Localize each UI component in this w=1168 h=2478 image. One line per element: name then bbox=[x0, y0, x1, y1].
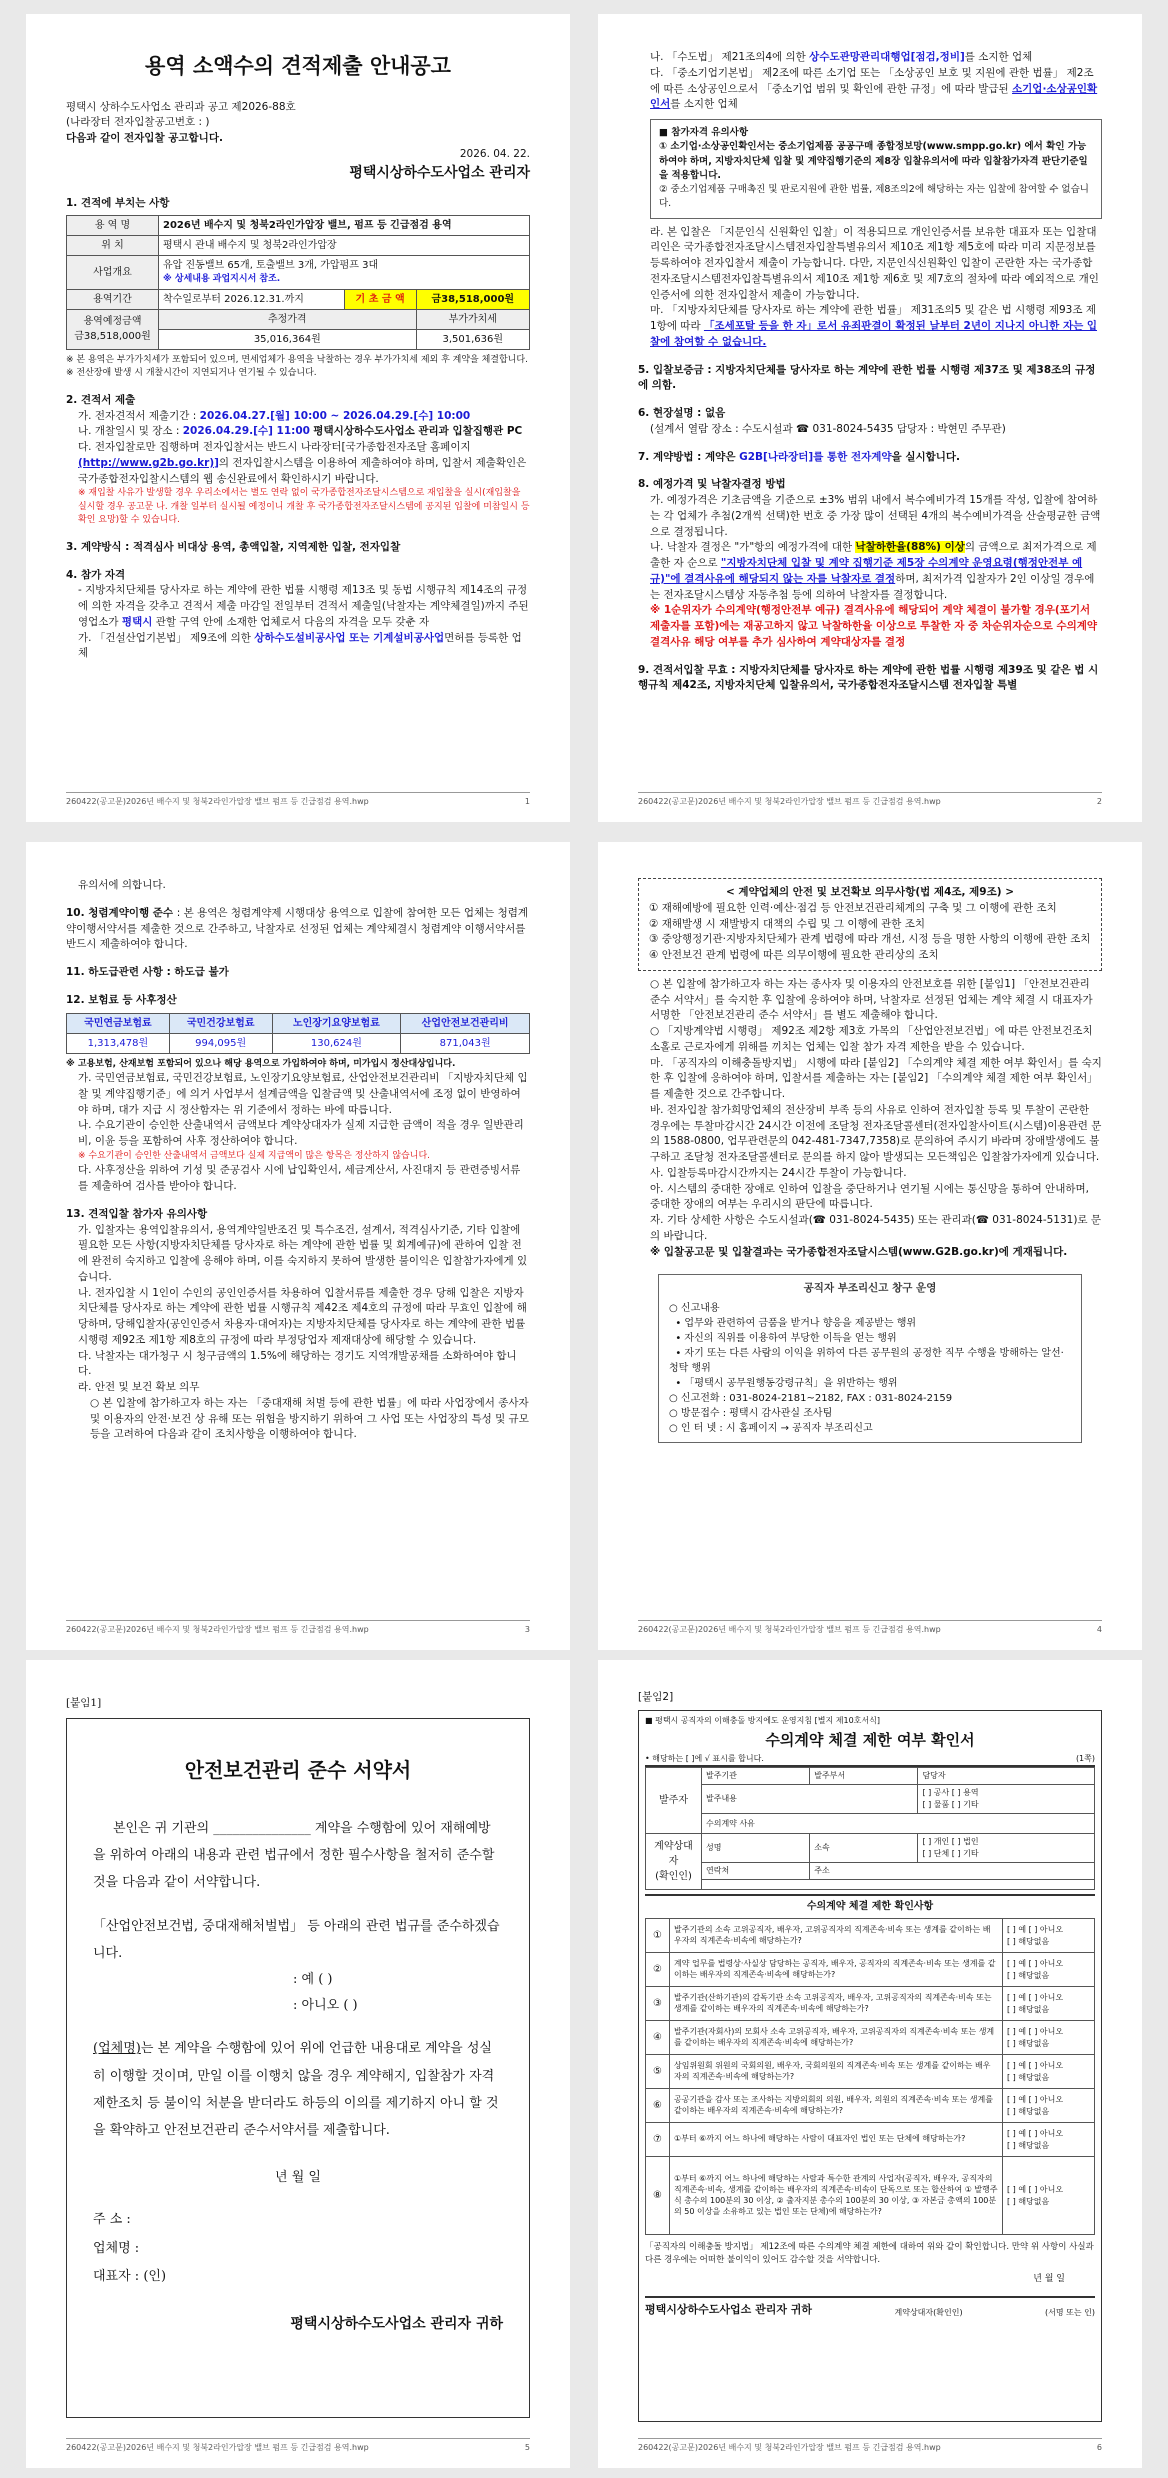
cell-value: 착수일로부터 2026.12.31.까지 bbox=[159, 289, 345, 309]
attachment-tag: [붙임2] bbox=[638, 1691, 674, 1703]
license: 상하수도설비공사업 또는 기계설비공사업 bbox=[254, 631, 445, 644]
label: 나. 개찰일시 및 장소 : bbox=[78, 425, 183, 438]
section-1-heading: 1. 견적에 부치는 사항 bbox=[66, 196, 170, 209]
check-row bbox=[646, 1919, 1095, 1953]
safety-restriction-clause: ○ 「지방계약법 시행령」 제92조 제2항 제3호 가목의 「산업안전보건법」에 따른 안전보건조치 소홀로 근로자에게 위해를 끼치는 업체는 입찰 참가 자격 제한을 받을 수 있습니다. bbox=[650, 1025, 1093, 1053]
e-bid-number: (나라장터 전자입찰공고번호 : ) bbox=[66, 116, 210, 129]
attachment-tag: [붙임1] bbox=[66, 1697, 102, 1709]
note-delay: ※ 전산장애 발생 시 개찰시간이 지연되거나 연기될 수 있습니다. bbox=[66, 368, 317, 379]
contact-info: 자. 기타 상세한 사항은 수도시설과(☎ 031-8024-5435) 또는 관리과(☎ 031-8024-5131)로 문의 바랍니다. bbox=[650, 1214, 1102, 1242]
cell-label: 계약상대자 (확인인) bbox=[646, 1834, 702, 1890]
duty-item: ① 재해예방에 필요한 인력·예산·점검 등 안전보건관리체계의 구축 및 그 이행에 관한 조치 bbox=[649, 901, 1057, 914]
check-question: 공공기관을 감사 또는 조사하는 지방의회의 의원, 배우자, 의원의 직계존속·비속 또는 생계를 같이하는 배우자의 직계존속·비속에 해당하는가? bbox=[670, 2089, 1003, 2123]
note-vat: ※ 본 용역은 부가가치세가 포함되어 있으며, 면세업체가 용역을 낙찰하는 경우 부가가치세 제외 후 계약을 체결합니다. bbox=[66, 354, 528, 365]
qualification-b bbox=[638, 50, 1102, 66]
check-row bbox=[646, 2157, 1095, 2235]
cell-label: 사업개요 bbox=[67, 256, 159, 290]
section-12-heading: 12. 보험료 등 사후정산 bbox=[66, 993, 177, 1006]
pledge-paragraph: 는 본 계약을 수행함에 있어 위에 언급한 내용대로 계약을 성실히 이행할 것이며, 만일 이를 이행치 않을 경우 계약해지, 입찰참가 자격제한조치 등 불이익 처분을 받더라도 하등의 이의를 제기하지 아니 할 것을 확약하고 안전보건관리 준수서약서를 제출합니다. bbox=[93, 2041, 499, 2139]
text: 의 금액으로 최저가격으로 제출한 자 순으로 bbox=[650, 541, 1097, 569]
check-question: 계약 업무를 법령상·사실상 담당하는 공직자, 배우자, 공직자의 직계존속·비속 또는 생계를 같이하는 배우자의 직계존속·비속에 해당하는가? bbox=[670, 1953, 1003, 1987]
pledge-paragraph: 본인은 귀 기관의 _______________ 계약을 수행함에 있어 재해예방을 위하여 아래의 내용과 관련 법규에서 정한 필수사항을 철저히 준수할 것을 다음과 같이 서약합니다. bbox=[93, 1820, 495, 1891]
date-line: 년 월 일 bbox=[1033, 2273, 1065, 2284]
section-2-heading: 2. 견적서 제출 bbox=[66, 393, 136, 406]
qualification-text bbox=[66, 583, 530, 630]
footer-file: 260422(공고문)2026년 배수지 및 청북2라인가압장 밸브 펌프 등 긴급점검 용역.hwp bbox=[66, 1625, 369, 1634]
footer bbox=[638, 1620, 1102, 1636]
section-13-heading: 13. 견적입찰 참가자 유의사항 bbox=[66, 1207, 208, 1220]
form-page: (1쪽) bbox=[1075, 1754, 1095, 1764]
insurance-note: ※ 고용보험, 산재보험 포함되어 있으나 해당 용역으로 가입하여야 하며, 미가입시 정산대상입니다. bbox=[66, 1058, 456, 1069]
report-line: • 자기 또는 다른 사람의 이익을 위하여 다른 공무원의 공정한 직무 수행을 방해하는 알선·청탁 행위 bbox=[669, 1348, 1064, 1374]
safety-duty-box bbox=[638, 878, 1102, 971]
settlement-a: 가. 국민연금보험료, 국민건강보험료, 노인장기요양보험료, 산업안전보건관리비 「지방자치단체 입찰 및 계약집행기준」에 의거 사업부서 설계금액을 입찰금액 및 산출내역서에 조정 없이 반영하여야 하며, 대가 지급 시 정산함자는 위 기준에서 정하는 바에 따릅니다. bbox=[78, 1072, 528, 1116]
section-4-heading: 4. 참가 자격 bbox=[66, 568, 126, 581]
report-line: ○ 신고전화 : 031-8024-2181~2182, FAX : 031-8024-2159 bbox=[669, 1393, 953, 1404]
notice-date: 2026. 04. 22. bbox=[459, 147, 530, 160]
text: : 본 용역은 청렴계약제 시행대상 용역으로 입찰에 참여한 모든 업체는 청렴계약이행서약서를 제출한 것으로 간주하고, 낙찰자로 선정된 업체는 계약체결시 청렴계약 이행서약서를 반드시 제출하여야 합니다. bbox=[66, 906, 529, 951]
text: 10. bbox=[66, 906, 89, 919]
insurance-header: 산업안전보건관리비 bbox=[401, 1013, 530, 1033]
cell-value: 유압 진동밸브 65개, 토출밸브 3개, 가압펌프 3대 bbox=[163, 260, 379, 272]
signature-field[interactable]: (서명 또는 인) bbox=[1045, 2307, 1095, 2317]
box-item: ① 소기업·소상공인확인서는 중소기업제품 공공구매 종합정보망(www.smpp.go.kr) 에서 확인 가능하여야 하며, 지방자치단체 입찰 및 계약집행기준의 제8장 입찰유의서에 따라 입찰참가자격 판단기준일을 적용합니다. bbox=[659, 141, 1088, 181]
checkbox-group[interactable]: [ ] 공사 [ ] 용역 bbox=[922, 1788, 979, 1798]
cell-value: 평택시 관내 배수지 및 청북2라인가압장 bbox=[159, 236, 530, 256]
footer bbox=[66, 2438, 530, 2454]
no-option[interactable]: : 아니오 ( ) bbox=[293, 1998, 358, 2014]
notice-title: 용역 소액수의 견적제출 안내공고 bbox=[145, 53, 451, 78]
insurance-value: 130,624원 bbox=[272, 1033, 401, 1053]
license: 상수도관망관리대행업[점검,정비] bbox=[809, 51, 965, 63]
caution-d: 라. 안전 및 보건 확보 의무 bbox=[78, 1381, 200, 1393]
check-row bbox=[646, 2089, 1095, 2123]
check-row bbox=[646, 2123, 1095, 2157]
page-number: 6 bbox=[1096, 2443, 1102, 2452]
check-question: 발주기관(자회사)의 모회사 소속 고위공직자, 배우자, 고위공직자의 직계존속·비속 또는 생계를 같이하는 배우자의 직계존속·비속에 해당하는가? bbox=[670, 2021, 1003, 2055]
intro-text: 다음과 같이 전자입찰 공고합니다. bbox=[66, 132, 223, 144]
text: 유의서에 의합니다. bbox=[78, 879, 166, 891]
check-row bbox=[646, 2055, 1095, 2089]
section-6: 6. 현장설명 : 없음 bbox=[638, 407, 726, 419]
cell-label: 수의계약 사유 bbox=[702, 1814, 1095, 1834]
form-note: • 해당하는 [ ]에 √ 표시를 합니다. bbox=[645, 1754, 764, 1764]
cell-label: 담당자 bbox=[918, 1768, 1095, 1785]
notice-number: 평택시 상하수도사업소 관리과 공고 제2026-88호 bbox=[66, 100, 296, 113]
certificate-link: 소기업·소상공인확인서 bbox=[650, 82, 1098, 111]
page-number: 2 bbox=[1096, 797, 1102, 806]
text: 를 소지한 업체 bbox=[670, 98, 738, 111]
caution-c: 다. 낙찰자는 대가청구 시 청구금액의 1.5%에 해당하는 경기도 지역개발공채를 소화하여야 합니다. bbox=[78, 1349, 517, 1378]
box-item: ② 중소기업제품 구매촉진 및 판로지원에 관한 법률, 제8조의2에 해당하는 자는 입찰에 참여할 수 없습니다. bbox=[659, 184, 1089, 210]
cell-value: 35,016,364원 bbox=[159, 329, 417, 349]
rate: 낙찰하한율(88%) 이상 bbox=[855, 541, 965, 554]
cell-label: 발주자 bbox=[646, 1768, 702, 1834]
conflict-clause: 마. 「공직자의 이해충돌방지법」 시행에 따라 [붙임2] 「수의계약 체결 제한 여부 확인서」를 숙지한 후 입찰에 응하여야 하며, 입찰서를 제출하는 자는 [붙임2] 「수의계약 체결 제한 여부 확인서」를 제출한 것으로 간주합니다. bbox=[650, 1056, 1102, 1100]
form-title: 안전보건관리 준수 서약서 bbox=[184, 1757, 412, 1782]
safety-pledge-clause: ○ 본 입찰에 참가하고자 하는 자는 종사자 및 이용자의 안전보호를 위한 [붙임1] 「안전보건관리 준수 서약서」를 숙지한 후 입찰에 응하여야 하며, 낙찰자로 선정된 업체는 계약 체결 시 대표자가 서명한 「안전보건관리 준수 서약서」를 별도 제출해야 합니다. bbox=[650, 977, 1093, 1022]
checkbox-group[interactable]: [ ] 개인 [ ] 법인 bbox=[922, 1837, 979, 1847]
check-question: 발주기관의 소속 고위공직자, 배우자, 고위공직자의 직계존속·비속 또는 생계를 같이하는 배우자의 직계존속·비속에 해당하는가? bbox=[670, 1919, 1003, 1953]
text: 하며, 최저가격 입찰자가 2인 이상일 경우에는 전자조달시스템상 자동추첨 등에 의하여 낙찰자를 결정합니다. bbox=[650, 572, 1095, 601]
addressee: 평택시상하수도사업소 관리자 귀하 bbox=[290, 2315, 503, 2332]
yes-no-checkbox[interactable]: [ ] 예 [ ] 아니오 [ ] 해당없음 bbox=[1003, 2157, 1095, 2235]
report-title: 공직자 부조리신고 창구 운영 bbox=[803, 1282, 937, 1295]
yes-no-checkbox[interactable]: [ ] 예 [ ] 아니오 [ ] 해당없음 bbox=[1003, 2123, 1095, 2157]
submission-period bbox=[66, 409, 530, 425]
text: 나. 「수도법」 제21조의4에 의한 bbox=[650, 51, 806, 63]
check-row bbox=[646, 1987, 1095, 2021]
insurance-table bbox=[66, 1013, 530, 1054]
addressee: 평택시상하수도사업소 관리자 귀하 bbox=[645, 2303, 813, 2317]
settlement-note: ※ 수요기관이 승인한 산출내역서 금액보다 실제 지급액이 많은 항목은 정산하지 않습니다. bbox=[78, 1150, 430, 1161]
report-line: ○ 신고내용 bbox=[669, 1303, 720, 1314]
text: 마. 「지방자치단체를 당사자로 하는 계약에 관한 법률」 제31조의5 및 같은 법 시행령 제93조 제1항에 따라 bbox=[650, 304, 1096, 332]
check-row bbox=[646, 2021, 1095, 2055]
section-3: 3. 계약방식 : 적격심사 비대상 용역, 총액입찰, 지역제한 입찰, 전자입찰 bbox=[66, 540, 401, 553]
page-number: 1 bbox=[524, 797, 530, 806]
party-table bbox=[645, 1767, 1095, 1890]
footer bbox=[638, 2438, 1102, 2454]
cell-header: 부가가치세 bbox=[416, 309, 529, 329]
check-table bbox=[645, 1918, 1095, 2235]
check-question: ①부터 ⑥까지 어느 하나에 해당하는 사람이 대표자인 법인 또는 단체에 해당하는가? bbox=[670, 2123, 1003, 2157]
row-number: ② bbox=[646, 1953, 670, 1987]
report-box bbox=[658, 1274, 1082, 1443]
insurance-header: 국민연금보험료 bbox=[67, 1013, 170, 1033]
page-5 bbox=[26, 1660, 570, 2468]
cell-value: 금38,518,000원 bbox=[74, 331, 151, 343]
page-number: 5 bbox=[524, 2443, 530, 2452]
text: 를 소지한 업체 bbox=[964, 51, 1033, 63]
row-number: ① bbox=[646, 1919, 670, 1953]
caution-b: 나. 전자입찰 시 1인이 수인의 공인인증서를 차용하여 입찰서류를 제출한 경우 당해 입찰은 지방자치단체를 당사자로 하는 계약에 관한 법률 시행규칙 제42조 제4호의 규정에 따라 무효인 입찰에 해당하며, 당해입찰자(공인인증서 차용자·대여자)는 지방자치단체를 당사자로 하는 계약에 관한 법률 시행령 제92조 제1항 제8호의 규정에 따라 부정당업자 제재대상에 해당할 수 있습니다. bbox=[78, 1286, 527, 1346]
qualification-c bbox=[638, 66, 1102, 113]
contract-method: G2B[나라장터]를 통한 전자계약 bbox=[739, 450, 892, 463]
yes-no-checkbox[interactable]: [ ] 예 [ ] 아니오 [ ] 해당없음 bbox=[1003, 1953, 1095, 1987]
page-6 bbox=[598, 1660, 1142, 2468]
winner-clause bbox=[638, 540, 1102, 603]
row-number: ⑥ bbox=[646, 2089, 670, 2123]
rebid-note: ※ 재입찰 사유가 발생할 경우 우리소에서는 별도 연락 없이 국가종합전자조달시스템으로 재입찰을 실시(재입찰을 실시할 경우 공고문 나. 개찰 일부터 실시될 예정이니 개찰 후 국가종합전자조달시스템에 공지된 입찰에 미참일시 등 확인 요망)할 수 있습니다. bbox=[78, 488, 530, 526]
cell-value: 금38,518,000원 bbox=[416, 289, 529, 309]
cell-label: 주소 bbox=[810, 1863, 1095, 1880]
report-line: ○ 방문접수 : 평택시 감사관실 조사팀 bbox=[669, 1408, 833, 1419]
section-8-heading: 8. 예정가격 및 낙찰자결정 방법 bbox=[638, 478, 786, 491]
insurance-header: 노인장기요양보험료 bbox=[272, 1013, 401, 1033]
form-header: ■ 평택시 공직자의 이해충돌 방지에도 운영지침 [별지 제10호서식] bbox=[645, 1715, 880, 1725]
section-9: 9. 견적서입찰 무효 : 지방자치단체를 당사자로 하는 계약에 관한 법률 시행령 제39조 및 같은 법 시행규칙 제42조, 지방자치단체 입찰유의서, 국가종합전자조달시스템 전자입찰 특별 bbox=[638, 663, 1099, 692]
qualification-a bbox=[66, 631, 530, 663]
cell-label: 발주부서 bbox=[810, 1768, 918, 1785]
cell-label: 용역예정금액 bbox=[83, 316, 142, 328]
text: 의 전자입찰시스템을 이용하여 제출하여야 하며, 입찰서 제출확인은 국가종합전자입찰시스템의 웹 송신완료에서 확인하시기 바랍니다. bbox=[78, 456, 527, 485]
cell-label: 소속 bbox=[810, 1834, 918, 1863]
check-question: 상임위원회 위원의 국회의원, 배우자, 국회의원의 직계존속·비속 또는 생계를 같이하는 배우자의 직계존속·비속에 해당하는가? bbox=[670, 2055, 1003, 2089]
footer-file: 260422(공고문)2026년 배수지 및 청북2라인가압장 밸브 펌프 등 긴급점검 용역.hwp bbox=[638, 797, 941, 806]
address-field[interactable]: 주 소 : bbox=[93, 2211, 131, 2227]
footer-file: 260422(공고문)2026년 배수지 및 청북2라인가압장 밸브 펌프 등 긴급점검 용역.hwp bbox=[638, 1625, 941, 1634]
text: 관할 구역 안에 소재한 업체로서 다음의 자격을 모두 갖춘 자 bbox=[155, 615, 430, 628]
text: 다. 전자입찰로만 집행하며 전자입찰서는 반드시 나라장터[국가종합전자조달 홈페이지 bbox=[78, 441, 471, 453]
text: 청렴계약이행 준수 bbox=[88, 906, 174, 919]
duty-item: ③ 중앙행정기관·지방자치단체가 관계 법령에 따라 개선, 시정 등을 명한 사항의 이행에 관한 조치 bbox=[649, 933, 1091, 946]
cell-label: 발주기관 bbox=[702, 1768, 810, 1785]
page-1 bbox=[26, 14, 570, 822]
box-heading: ■ 참가자격 유의사항 bbox=[659, 127, 749, 138]
row-number: ④ bbox=[646, 2021, 670, 2055]
yes-no-checkbox[interactable]: [ ] 예 [ ] 아니오 [ ] 해당없음 bbox=[1003, 2021, 1095, 2055]
report-line: • 업무와 관련하여 금품을 받거나 향응을 제공받는 행위 bbox=[669, 1318, 917, 1329]
text: 을 실시합니다. bbox=[891, 450, 961, 463]
yes-no-checkbox[interactable]: [ ] 예 [ ] 아니오 [ ] 해당없음 bbox=[1003, 2089, 1095, 2123]
cell-label: 용 역 명 bbox=[67, 216, 159, 236]
duty-item: ② 재해발생 시 재발방지 대책의 수립 및 그 이행에 관한 조치 bbox=[649, 917, 926, 930]
footer bbox=[66, 792, 530, 808]
text: 가. 「건설산업기본법」 제9조에 의한 bbox=[78, 631, 251, 644]
signature-label: 계약상대자(확인인) bbox=[894, 2307, 963, 2317]
label: 가. 전자견적서 제출기간 : bbox=[78, 409, 200, 422]
page-number: 4 bbox=[1096, 1625, 1102, 1634]
check-section-title: 수의계약 체결 제한 확인사항 bbox=[645, 1894, 1095, 1914]
price-clause: 가. 예정가격은 기초금액을 기준으로 ±3% 범위 내에서 복수예비가격 15개를 작성, 입찰에 참여하는 각 업체가 추첨(2개씩 선택)한 번호 중 가장 많이 선택된 4개의 복수예비가격을 산술평균한 금액으로 결정됩니다. bbox=[650, 494, 1101, 538]
row-number: ⑦ bbox=[646, 2123, 670, 2157]
pledge-paragraph: 「산업안전보건법, 중대재해처벌법」 등 아래의 관련 법규를 준수하겠습니다. bbox=[93, 1918, 500, 1961]
report-line: ○ 인 터 넷 : 시 홈페이지 → 공직자 부조리신고 bbox=[669, 1423, 873, 1434]
cell-label: 발주내용 bbox=[702, 1785, 918, 1814]
text: 7. 계약방법 : 계약은 bbox=[638, 450, 736, 463]
company-placeholder: (업체명) bbox=[93, 2041, 141, 2057]
confirmation-text: 「공직자의 이해충돌 방지법」 제12조에 따른 수의계약 체결 제한에 대하여 위와 같이 확인합니다. 만약 위 사항이 사실과 다른 경우에는 어떠한 불이익이 있어도 감수할 것을 서약합니다. bbox=[645, 2242, 1094, 2265]
text: "지방자치단체 입찰 및 계약 집행기준 제5장 수의계약 운영요령(행정안전부 예규)"에 결격사유에 해당되지 않는 자를 낙찰자로 결정 bbox=[650, 557, 1083, 585]
cell-header: 추정가격 bbox=[159, 309, 417, 329]
system-failure-clause: 바. 전자입찰 참가희망업체의 전산장비 부족 등의 사유로 인하여 전자입찰 등록 및 투찰이 곤란한 경우에는 투찰마감시간 24시간 이전에 조달청 전자조달콜센터(전자입찰사이트(시스템)이용관련 문의 1588-0800, 업무관련문의 042-481-7347,7358)로 문의하여 주시기 바라며 장애발생에도 불구하고 조달청 전자조달콜센터로 문의를 하지 않아 발생되는 모든책임은 입찰참가자에게 있습니다. bbox=[650, 1103, 1102, 1163]
text: 나. 낙찰자 결정은 "가"항의 예정가격에 대한 bbox=[650, 541, 853, 554]
settlement-c: 다. 사후정산을 위하여 기성 및 준공검사 시에 납입확인서, 세금계산서, 사진대지 등 관련증빙서류를 제출하여 검사를 받아야 합니다. bbox=[78, 1164, 521, 1192]
checkbox-group[interactable]: [ ] 물품 [ ] 기타 bbox=[922, 1800, 979, 1810]
issuer: 평택시상하수도사업소 관리자 bbox=[349, 164, 530, 181]
cell-label: 용역기간 bbox=[67, 289, 159, 309]
text: - 지방자치단체를 당사자로 하는 계약에 관한 법률 시행령 제13조 및 동법 시행규칙 제14조의 규정에 의한 자격을 갖추고 견적서 제출 마감일 전일부터 견적서 제출일(낙찰자는 계약체결일)까지 주된 영업소가 bbox=[78, 584, 529, 628]
pledge-form bbox=[66, 1718, 530, 2418]
footer-file: 260422(공고문)2026년 배수지 및 청북2라인가압장 밸브 펌프 등 긴급점검 용역.hwp bbox=[66, 2443, 369, 2452]
page-number: 3 bbox=[524, 1625, 530, 1634]
fingerprint-clause: 라. 본 입찰은 「지문인식 신원확인 입찰」이 적용되므로 개인인증서를 보유한 대표자 또는 입찰대리인은 국가종합전자조달시스템전자입찰특별유의서 제10조 제1항 제5호에 따라 미리 지문정보를 등록하여야 전자입찰서 제출이 가능합니다. 다만, 지문인식신원확인 입찰이 곤란한 자는 국가종합전자조달시스템전자입찰특별유의서 제10조 제1항 제6호 및 제7호의 절차에 따라 예외적으로 개인인증서에 의한 전자입찰서 제출이 가능합니다. bbox=[650, 225, 1099, 301]
value: 평택시상하수도사업소 관리과 입찰집행관 PC bbox=[313, 425, 523, 438]
check-row bbox=[646, 1953, 1095, 1987]
cell-value: 2026년 배수지 및 청북2라인가압장 밸브, 펌프 등 긴급점검 용역 bbox=[159, 216, 530, 236]
cell-label: 위 치 bbox=[67, 236, 159, 256]
caution-d1: ○ 본 입찰에 참가하고자 하는 자는 「중대재해 처벌 등에 관한 법률」에 따라 사업장에서 종사자 및 이용자의 안전·보건 상 유해 또는 위험을 방지하기 위하여 그 사업 또는 사업장의 특성 및 규모 등을 고려하여 다음과 같이 조치사항을 이행하여야 합니다. bbox=[90, 1396, 529, 1441]
page-2 bbox=[598, 14, 1142, 822]
winner-note: ※ 1순위자가 수의계약(행정안전부 예규) 결격사유에 해당되어 계약 체결이 불가할 경우(포기서 제출자를 포함)에는 재공고하지 않고 낙찰하한율 이상으로 투찰한 자 중 차순위자순으로 수의계약 결격사유 해당 여부를 추가 심사하여 계약대상자를 결정 bbox=[650, 604, 1098, 648]
g2b-link[interactable]: (http://www.g2b.go.kr)] bbox=[78, 456, 219, 469]
page-3 bbox=[26, 842, 570, 1650]
report-line: • 자신의 직위를 이용하여 부당한 이득을 얻는 행위 bbox=[669, 1333, 897, 1344]
footer-file: 260422(공고문)2026년 배수지 및 청북2라인가압장 밸브 펌프 등 긴급점검 용역.hwp bbox=[66, 797, 369, 806]
value: 2026.04.29.[수] 11:00 bbox=[182, 425, 310, 438]
section-11: 11. 하도급관련 사항 : 하도급 불가 bbox=[66, 966, 229, 978]
opening-time bbox=[66, 424, 530, 440]
text: 면허를 등록한 업체 bbox=[78, 631, 522, 660]
insurance-value: 994,095원 bbox=[169, 1033, 272, 1053]
cell-label: 성명 bbox=[702, 1834, 810, 1863]
system-outage: 아. 시스템의 중대한 장애로 인하여 입찰을 중단하거나 연기될 시에는 통신망을 통하여 안내하며, 중대한 장애의 여부는 우리시의 판단에 따릅니다. bbox=[650, 1182, 1089, 1211]
settlement-b: 나. 수요기관이 승인한 산출내역서 금액보다 계약상대자가 실제 지급한 금액이 적을 경우 일반관리비, 이윤 등을 포함하여 사후 정산하여야 합니다. bbox=[78, 1119, 524, 1147]
text: 다. 「중소기업기본법」 제2조에 따른 소기업 또는 「소상공인 보호 및 지원에 관한 법률」 제2조에 따른 소상공인으로서 「중소기업 범위 및 확인에 관한 규정」에 따라 발급된 bbox=[650, 66, 1094, 95]
yes-option[interactable]: : 예 ( ) bbox=[293, 1972, 333, 1988]
check-question: ①부터 ⑥까지 어느 하나에 해당하는 사람과 특수한 관계의 사업자(공직자, 배우자, 공직자의 직계존속·비속, 생계를 같이하는 배우자의 직계존속·비속이 단독으로 또는 합산하여 ① 발행주식 총수의 100분의 30 이상, ② 출자지분 총수의 100분의 30 이상, ③ 자본금 총액의 100분의 50 이상을 소유하고 있는 법인 또는 단체)에 해당하는가? bbox=[670, 2157, 1003, 2235]
company-field[interactable]: 업체명 : bbox=[93, 2240, 140, 2256]
row-number: ⑧ bbox=[646, 2157, 670, 2235]
cell-note: ※ 상세내용 과업지시서 참조. bbox=[163, 274, 281, 285]
section-7 bbox=[638, 450, 1102, 466]
checkbox-group[interactable]: [ ] 단체 [ ] 기타 bbox=[922, 1849, 979, 1859]
qualification-notice-box bbox=[650, 119, 1102, 219]
conflict-form bbox=[638, 1710, 1102, 2422]
cell-label: 기 초 금 액 bbox=[344, 289, 416, 309]
footer-file: 260422(공고문)2026년 배수지 및 청북2라인가압장 밸브 펌프 등 긴급점검 용역.hwp bbox=[638, 2443, 941, 2452]
insurance-value: 1,313,478원 bbox=[67, 1033, 170, 1053]
footer bbox=[638, 792, 1102, 808]
city: 평택시 bbox=[121, 615, 153, 628]
section-5: 5. 입찰보증금 : 지방자치단체를 당사자로 하는 계약에 관한 법률 시행령 제37조 및 제38조의 규정에 의함. bbox=[638, 363, 1096, 392]
footer bbox=[66, 1620, 530, 1636]
page-4 bbox=[598, 842, 1142, 1650]
insurance-header: 국민건강보험료 bbox=[169, 1013, 272, 1033]
duty-item: ④ 안전보건 관계 법령에 따른 의무이행에 필요한 관리상의 조치 bbox=[649, 949, 939, 961]
cell-value: 3,501,636원 bbox=[416, 329, 529, 349]
row-number: ③ bbox=[646, 1987, 670, 2021]
yes-no-checkbox[interactable]: [ ] 예 [ ] 아니오 [ ] 해당없음 bbox=[1003, 1987, 1095, 2021]
tax-evasion-clause bbox=[638, 303, 1102, 350]
box-title: < 계약업체의 안전 및 보건확보 의무사항(법 제4조, 제9조) > bbox=[725, 886, 1015, 898]
insurance-value: 871,043원 bbox=[401, 1033, 530, 1053]
row-number: ⑤ bbox=[646, 2055, 670, 2089]
section-10 bbox=[66, 906, 530, 953]
cell-label: 연락처 bbox=[702, 1863, 810, 1880]
yes-no-checkbox[interactable]: [ ] 예 [ ] 아니오 [ ] 해당없음 bbox=[1003, 1919, 1095, 1953]
check-question: 발주기관(산하기관)의 감독기관 소속 고위공직자, 배우자, 고위공직자의 직계존속·비속 또는 생계를 같이하는 배우자의 직계존속·비속에 해당하는가? bbox=[670, 1987, 1003, 2021]
caution-a: 가. 입찰자는 용역입찰유의서, 용역계약일반조건 및 특수조건, 설계서, 적격심사기준, 기타 입찰에 필요한 모든 사항(지방자치단체를 당사자로 하는 계약에 관한 법률 및 회계예규)에 관하여 입찰 전에 완전히 숙지하고 입찰에 응해야 하며, 이를 숙지하지 못하여 발생한 불이익은 입찰참가자에게 있습니다. bbox=[78, 1223, 528, 1283]
representative-field[interactable]: 대표자 : (인) bbox=[93, 2269, 167, 2285]
form-title: 수의계약 체결 제한 여부 확인서 bbox=[765, 1730, 975, 1749]
text: 「조세포탈 등을 한 자」로서 유죄판결이 확정된 날부터 2년이 지나지 아니한 자는 입찰에 참여할 수 없습니다. bbox=[650, 320, 1098, 348]
report-line: • 「평택시 공무원행동강령규칙」을 위반하는 행위 bbox=[669, 1378, 898, 1389]
value: 2026.04.27.[월] 10:00 ~ 2026.04.29.[수] 10:00 bbox=[199, 409, 471, 422]
publish-note: ※ 입찰공고문 및 입찰결과는 국가종합전자조달시스템(www.G2B.go.kr)에 게재됩니다. bbox=[650, 1245, 1068, 1258]
design-view-place: (설계서 열람 장소 : 수도시설과 ☎ 031-8024-5435 담당자 : 박현민 주무관) bbox=[650, 422, 1006, 435]
project-table bbox=[66, 215, 530, 350]
e-bid-paragraph bbox=[66, 440, 530, 487]
bidding-hours: 사. 입찰등록마감시간까지는 24시간 투찰이 가능합니다. bbox=[650, 1166, 907, 1179]
yes-no-checkbox[interactable]: [ ] 예 [ ] 아니오 [ ] 해당없음 bbox=[1003, 2055, 1095, 2089]
date-line: 년 월 일 bbox=[275, 2170, 321, 2186]
